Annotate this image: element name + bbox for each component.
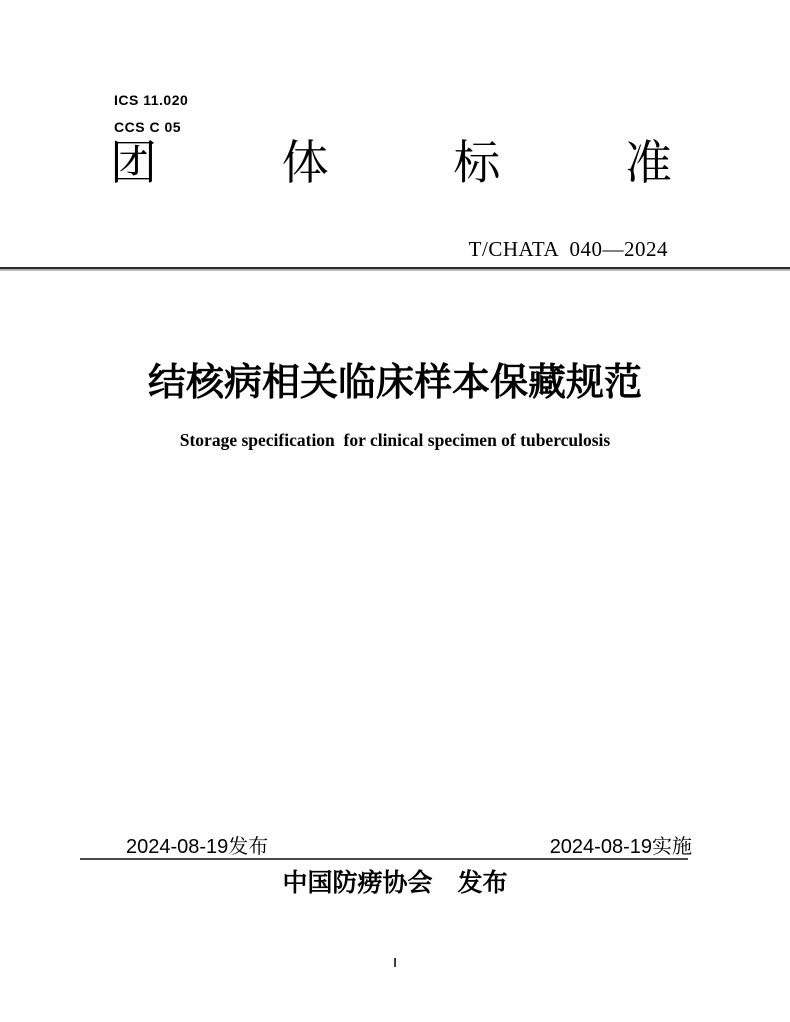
standard-type-char: 准 [624,138,672,190]
ccs-code: CCS C 05 [114,119,182,135]
standard-type-heading [110,140,672,189]
header-rule [0,267,790,271]
document-title-en: Storage specification for clinical specimen of tuberculosis [179,430,611,450]
issue-date: 2024-08-19发布 [126,836,269,858]
implementation-date: 2024-08-19实施 [549,836,692,858]
standard-type-char: 体 [281,138,329,190]
standard-number: T/CHATA 040—2024 [468,237,668,261]
footer-rule [80,858,688,860]
document-title-zh: 结核病相关临床样本保藏规范 [147,362,642,404]
page-number: I [393,955,397,970]
publisher-row [0,863,790,899]
publisher-action: 发布 [457,869,508,897]
standard-type-char: 团 [110,138,157,190]
ics-code: ICS 11.020 [114,92,189,108]
classification-codes [114,87,188,141]
standard-type-char: 标 [453,138,501,190]
publisher-org: 中国防痨协会 [282,869,433,897]
dates-row [126,830,692,859]
